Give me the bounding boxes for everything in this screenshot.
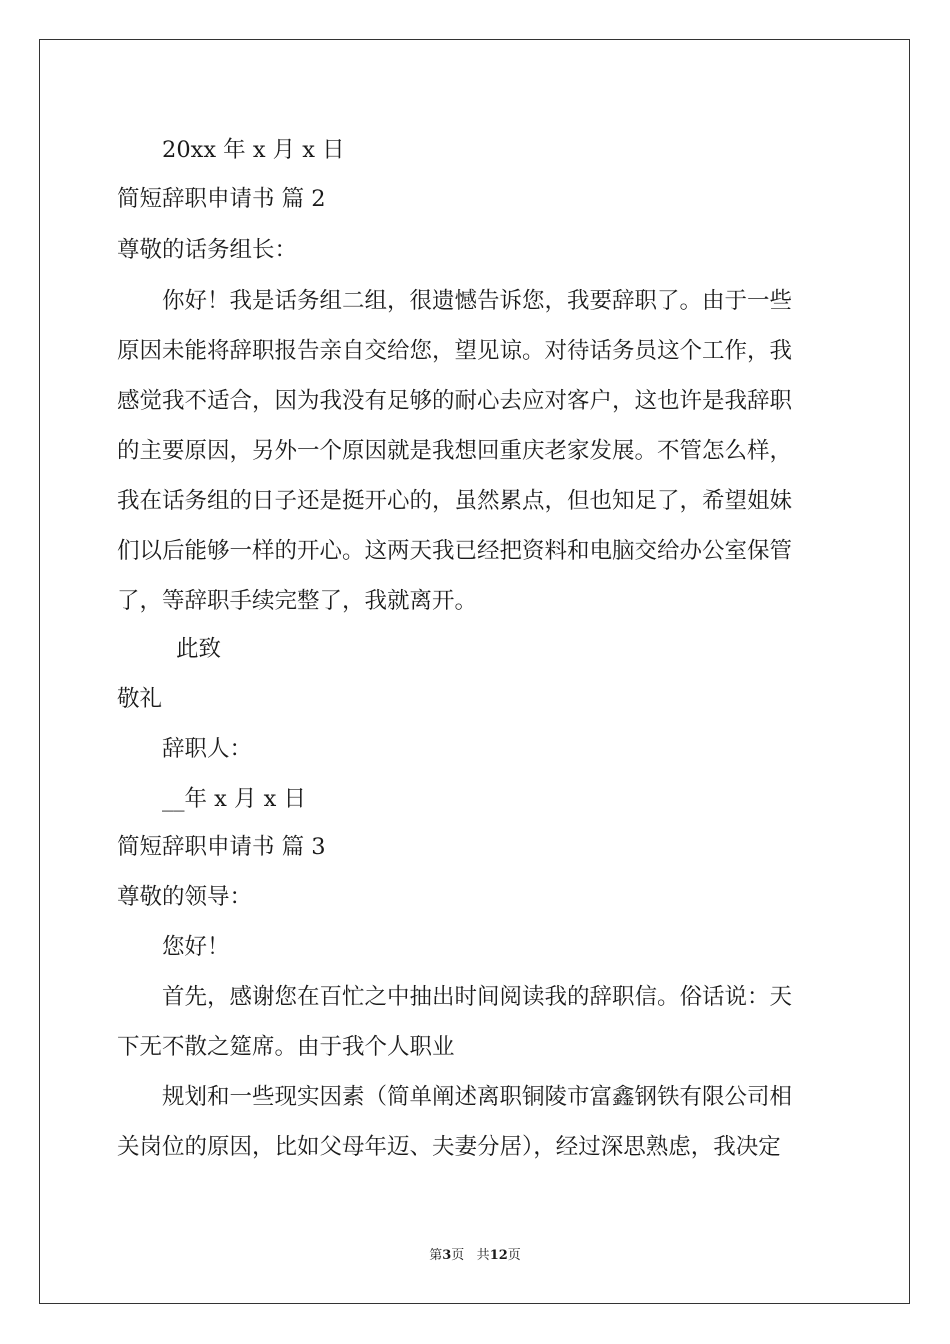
footer-total-prefix: 共 [476, 1248, 490, 1263]
date-top: 20xx 年 x 月 x 日 [162, 137, 345, 163]
closing-ci-zhi: 此致 [176, 636, 222, 662]
section2-body-line: 你好！我是话务组二组，很遗憾告诉您，我要辞职了。由于一些 [162, 288, 793, 314]
section2-body-line: 的主要原因，另外一个原因就是我想回重庆老家发展。不管怎么样， [117, 438, 793, 464]
section3-para2-line: 规划和一些现实因素（简单阐述离职铜陵市富鑫钢铁有限公司相 [162, 1084, 793, 1110]
section3-heading: 简短辞职申请书 篇 3 [117, 834, 326, 860]
section2-body-line: 我在话务组的日子还是挺开心的，虽然累点，但也知足了，希望姐妹 [117, 488, 793, 514]
footer-total-pages: 12 [489, 1248, 508, 1263]
footer-prefix: 第 [429, 1248, 443, 1263]
signer-label: 辞职人： [162, 736, 253, 762]
section2-body-line: 了，等辞职手续完整了，我就离开。 [117, 588, 478, 614]
section3-para2-line: 关岗位的原因，比如父母年迈、夫妻分居），经过深思熟虑，我决定 [117, 1134, 781, 1160]
page-border [39, 39, 910, 1304]
page-footer [0, 1244, 950, 1263]
section2-heading: 简短辞职申请书 篇 2 [117, 186, 326, 212]
closing-jing-li: 敬礼 [117, 686, 163, 712]
section2-date: __年 x 月 x 日 [162, 786, 306, 812]
section2-body-line: 感觉我不适合，因为我没有足够的耐心去应对客户，这也许是我辞职 [117, 388, 793, 414]
section2-body-line: 们以后能够一样的开心。这两天我已经把资料和电脑交给办公室保管 [117, 538, 793, 564]
section2-salutation: 尊敬的话务组长： [117, 237, 298, 263]
footer-total-suffix: 页 [507, 1248, 521, 1263]
footer-page-number: 3 [442, 1248, 452, 1263]
section3-salutation: 尊敬的领导： [117, 884, 253, 910]
section3-greeting: 您好！ [162, 934, 230, 960]
footer-page-suffix: 页 [451, 1248, 465, 1263]
section3-para1-line: 首先，感谢您在百忙之中抽出时间阅读我的辞职信。俗话说：天 [162, 984, 793, 1010]
section3-para1-line: 下无不散之筵席。由于我个人职业 [117, 1034, 455, 1060]
section2-body-line: 原因未能将辞职报告亲自交给您，望见谅。对待话务员这个工作，我 [117, 338, 793, 364]
